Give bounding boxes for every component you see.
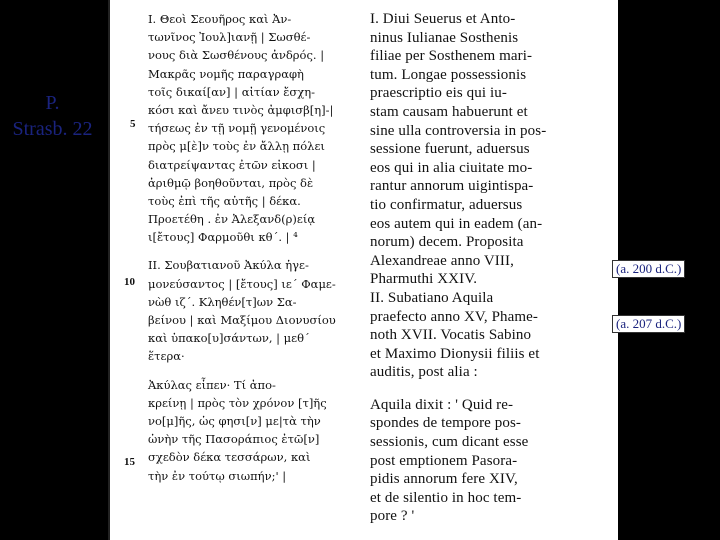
greek-line: τὴν ἐν τούτῳ σιωπήν;' | <box>148 468 287 483</box>
greek-line: διατρείψαντας ἐτῶν εἰκοσι | <box>148 157 316 172</box>
latin-line: II. Subatiano Aquila <box>370 289 494 306</box>
papyrus-label <box>0 90 105 142</box>
greek-line: πρὸς μ[ὲ]ν τοὺς ἐν ἄλλῃ πόλει <box>148 139 325 154</box>
latin-line: tio confirmatur, aduersus <box>370 196 523 213</box>
greek-section-2 <box>148 256 370 365</box>
greek-line: τήσεως ἐν τῇ νομῇ γενομένοις <box>148 121 326 136</box>
greek-line: καὶ ὑπακο[υ]σάντων, | μεθ´ <box>148 331 310 346</box>
greek-line: ι[ἔτους] Φαρμοῦθι κθ´. | ⁴ <box>148 230 298 245</box>
date-annotation-2: (a. 207 d.C.) <box>612 315 685 333</box>
latin-line: Aquila dixit : ' Quid re- <box>370 396 514 413</box>
latin-line: sine ulla controversia in pos- <box>370 122 547 139</box>
greek-line: νους διὰ Σωσθένους ἀνδρός. | <box>148 48 325 63</box>
greek-line: τοὺς ἐπὶ τῆς αὐτῆς | δέκα. <box>148 193 301 208</box>
greek-column <box>148 10 370 485</box>
latin-line: tum. Longae possessionis <box>370 66 527 83</box>
latin-line: sessionis, cum dicant esse <box>370 434 529 451</box>
papyrus-label-line2: Strasb. 22 <box>12 118 93 140</box>
greek-line: νο[μ]ῆς, ὡς φησι[ν] με|τὰ τὴν <box>148 413 321 428</box>
greek-line: μονεύσαντος | [ἔτους] ιε´ Φαμε- <box>148 276 336 291</box>
latin-section-2 <box>370 289 618 382</box>
latin-line: praefecto anno XV, Phame- <box>370 308 538 325</box>
latin-line: eos qui in alia ciuitate mo- <box>370 159 533 176</box>
greek-line: σχεδὸν δέκα τεσσάρων, καὶ <box>148 450 311 465</box>
latin-section-1 <box>370 10 618 289</box>
latin-line: sessione fuerunt, aduersus <box>370 141 530 158</box>
latin-line: spondes de tempore pos- <box>370 415 522 432</box>
document-page <box>108 0 618 540</box>
greek-line: I. Θεοὶ Σεουῆρος καὶ Ἀν- <box>148 12 292 26</box>
greek-line: νὼθ ιζ´. Κληθέν[τ]ων Σα- <box>148 294 297 309</box>
greek-line: βείνου | καὶ Μαξίμου Διονυσίου <box>148 313 336 327</box>
line-number-5: 5 <box>130 118 136 130</box>
latin-line: rantur annorum uigintispa- <box>370 178 534 195</box>
latin-line: pore ? ' <box>370 508 415 525</box>
greek-line: τωνῖνος Ἰουλ]ιανῇ | Σωσθέ- <box>148 30 311 45</box>
latin-line: et de silentio in hoc tem- <box>370 489 522 506</box>
line-number-10: 10 <box>124 276 135 288</box>
line-number-15: 15 <box>124 456 135 468</box>
greek-line: Μακρᾶς νομῆς παραγραφὴ <box>148 66 304 81</box>
greek-line: ἕτερα· <box>148 349 185 364</box>
latin-line: Pharmuthi XXIV. <box>370 271 478 288</box>
greek-section-1 <box>148 10 370 246</box>
date-annotation-1: (a. 200 d.C.) <box>612 260 685 278</box>
latin-line: praescriptio eis qui iu- <box>370 85 507 102</box>
greek-line: τοῖς δικαί[αν] | αἰτίαν ἔσχη- <box>148 84 316 99</box>
latin-line: auditis, post alia : <box>370 364 478 381</box>
greek-section-3 <box>148 376 370 485</box>
latin-line: norum) decem. Proposita <box>370 234 524 251</box>
latin-line: pidis annorum fere XIV, <box>370 471 518 488</box>
latin-line: filiae per Sosthenem mari- <box>370 48 533 65</box>
greek-line: ἀριθμῷ βοηθοῦνται, πρὸς δὲ <box>148 175 314 190</box>
latin-section-3 <box>370 396 618 526</box>
latin-line: noth XVII. Vocatis Sabino <box>370 327 532 344</box>
latin-line: Alexandreae anno VIII, <box>370 252 514 269</box>
latin-line: ninus Iulianae Sosthenis <box>370 29 519 46</box>
papyrus-label-line1: P. <box>45 92 60 114</box>
greek-line: Ἀκύλας εἶπεν· Τί ἀπο- <box>148 377 276 392</box>
latin-line: et Maximo Dionysii filiis et <box>370 345 540 362</box>
latin-line: stam causam habuerunt et <box>370 103 528 120</box>
latin-line: eos autem qui in eadem (an- <box>370 215 543 232</box>
latin-column <box>370 10 618 526</box>
latin-line: post emptionem Pasora- <box>370 452 518 469</box>
greek-line: Προετέθη . ἐν Ἀλεξανδ(ρ)είᾳ <box>148 212 316 227</box>
greek-line: κόσι καὶ ἄνευ τινὸς ἀμφισβ[η]-| <box>148 102 334 117</box>
latin-line: I. Diui Seuerus et Anto- <box>370 11 516 27</box>
greek-line: ὠνὴν τῆς Πασοράπιος ἐτῶ[ν] <box>148 432 320 447</box>
greek-line: II. Σουβατιανοῦ Ἀκύλα ἡγε- <box>148 258 309 273</box>
greek-line: κρείνῃ | πρὸς τὸν χρόνον [τ]ῆς <box>148 395 327 410</box>
